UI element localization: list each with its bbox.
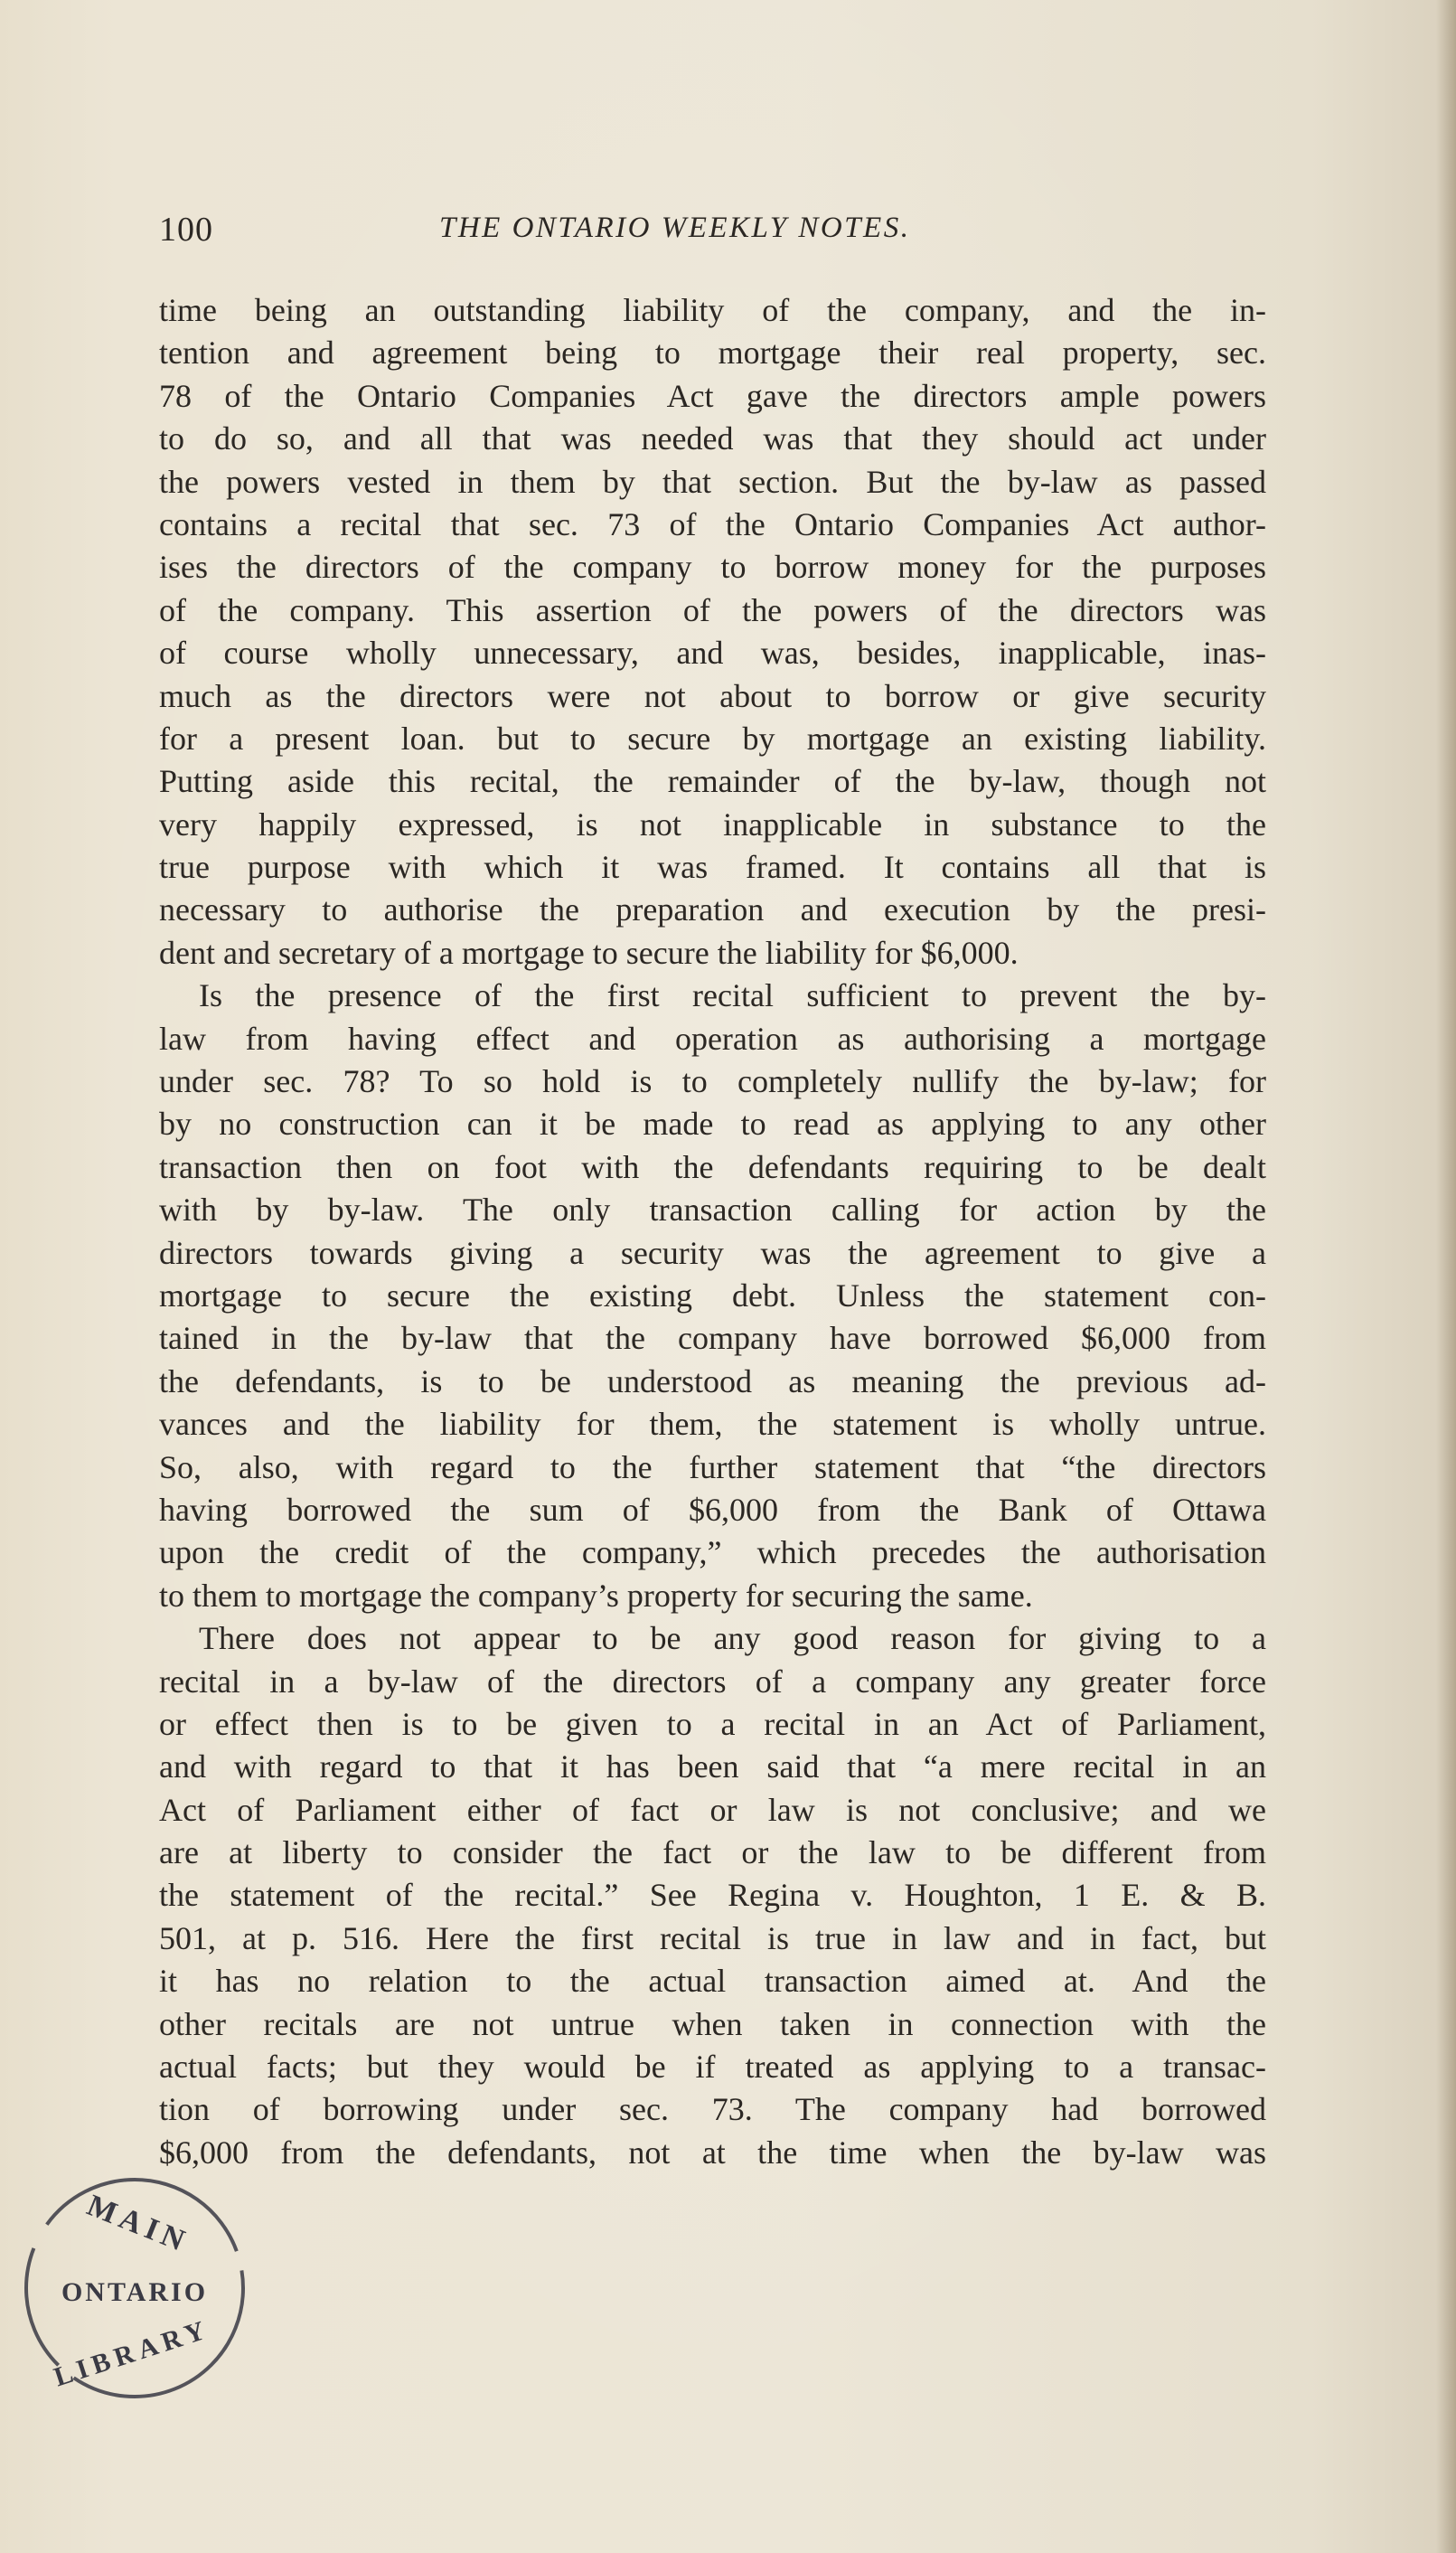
text-line: contains a recital that sec. 73 of the Ontario Companies Act author-: [159, 505, 1266, 542]
text-line: transaction then on foot with the defendants requiring to be dealt: [159, 1148, 1266, 1185]
paragraph-2: [159, 975, 1266, 1617]
text-line: of the company. This assertion of the powers of the directors was: [159, 591, 1266, 628]
text-line: Act of Parliament either of fact or law is not conclusive; and we: [159, 1791, 1266, 1828]
page-header: [159, 210, 1289, 260]
stamp-top-text: MAIN: [82, 2188, 194, 2260]
text-line: upon the credit of the company,” which precedes the authorisation: [159, 1534, 1266, 1571]
text-line: other recitals are not untrue when taken in connection with the: [159, 2005, 1266, 2042]
text-line: tion of borrowing under sec. 73. The company had borrowed: [159, 2091, 1266, 2128]
text-line: 501, at p. 516. Here the first recital is true in law and in fact, but: [159, 1919, 1266, 1956]
text-line: and with regard to that it has been said that “a mere recital in an: [159, 1748, 1266, 1785]
text-line: Is the presence of the first recital sufficient to prevent the by-: [199, 977, 1266, 1014]
text-line: it has no relation to the actual transaction aimed at. And the: [159, 1963, 1266, 2000]
text-line: mortgage to secure the existing debt. Unless the statement con-: [159, 1276, 1266, 1314]
text-line: ises the directors of the company to borrow money for the purposes: [159, 549, 1266, 586]
text-line: tention and agreement being to mortgage their real property, sec.: [159, 334, 1266, 372]
body-text: [159, 289, 1266, 2174]
text-line: law from having effect and operation as authorising a mortgage: [159, 1020, 1266, 1057]
text-line: the powers vested in them by that section. But the by-law as passed: [159, 463, 1266, 500]
text-line: by no construction can it be made to read as applying to any other: [159, 1106, 1266, 1143]
text-line: very happily expressed, is not inapplicable in substance to the: [159, 805, 1266, 843]
text-line: the statement of the recital.” See Regina v. Houghton, 1 E. & B.: [159, 1877, 1266, 1914]
paragraph-3: [159, 1617, 1266, 2174]
text-line: or effect then is to be given to a recital in an Act of Parliament,: [159, 1705, 1266, 1742]
text-line: dent and secretary of a mortgage to secure the liability for $6,000.: [159, 934, 1019, 971]
text-line: for a present loan. but to secure by mortgage an existing liability.: [159, 720, 1266, 757]
paragraph-1: [159, 289, 1266, 975]
text-line: necessary to authorise the preparation and execution by the presi-: [159, 891, 1266, 928]
text-line: under sec. 78? To so hold is to completely nullify the by-law; for: [159, 1063, 1266, 1100]
text-line: recital in a by-law of the directors of a company any greater force: [159, 1663, 1266, 1700]
text-line: of course wholly unnecessary, and was, besides, inapplicable, inas-: [159, 635, 1266, 672]
text-line: 78 of the Ontario Companies Act gave the directors ample powers: [159, 377, 1266, 414]
text-line: vances and the liability for them, the statement is wholly untrue.: [159, 1406, 1266, 1443]
text-line: to do so, and all that was needed was that they should act under: [159, 420, 1266, 457]
text-line: the defendants, is to be understood as meaning the previous ad-: [159, 1362, 1266, 1399]
text-line: with by by-law. The only transaction calling for action by the: [159, 1192, 1266, 1229]
text-line: $6,000 from the defendants, not at the time when the by-law was: [159, 2134, 1266, 2171]
text-line: There does not appear to be any good reason for giving to a: [199, 1620, 1266, 1657]
text-line: time being an outstanding liability of the company, and the in-: [159, 292, 1266, 328]
text-line: So, also, with regard to the further statement that “the directors: [159, 1448, 1266, 1485]
library-stamp: [16, 2170, 253, 2407]
text-line: directors towards giving a security was the agreement to give a: [159, 1234, 1266, 1271]
stamp-middle-text: ONTARIO: [61, 2277, 209, 2307]
stamp-bottom-text: LIBRARY: [50, 2313, 214, 2393]
page-edge-shadow: [1436, 0, 1456, 2553]
text-line: having borrowed the sum of $6,000 from the Bank of Ottawa: [159, 1491, 1266, 1528]
text-line: true purpose with which it was framed. It contains all that is: [159, 849, 1266, 886]
page-number: 100: [159, 211, 213, 249]
text-line: actual facts; but they would be if treated as applying to a transac-: [159, 2049, 1266, 2086]
text-line: tained in the by-law that the company have borrowed $6,000 from: [159, 1320, 1266, 1357]
running-title: THE ONTARIO WEEKLY NOTES.: [439, 212, 911, 244]
text-line: Putting aside this recital, the remainder of the by-law, though not: [159, 763, 1266, 800]
text-line: are at liberty to consider the fact or the law to be different from: [159, 1834, 1266, 1871]
text-line: much as the directors were not about to borrow or give security: [159, 677, 1266, 714]
text-line: to them to mortgage the company’s property for securing the same.: [159, 1577, 1033, 1614]
